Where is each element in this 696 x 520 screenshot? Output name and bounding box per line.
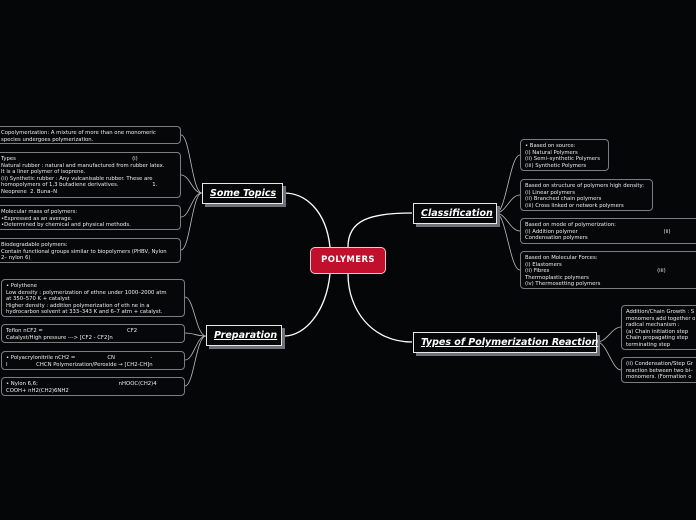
subtopic-text-line: Addition/Chain Growth : S bbox=[626, 309, 695, 315]
subtopic-text-line: (iv) Thermosetting polymers bbox=[525, 281, 601, 288]
subtopic-text-line: •Determined by chemical and physical methods. bbox=[1, 222, 131, 229]
subtopic-based-on-structure[interactable] bbox=[520, 179, 653, 211]
subtopic-molecular-mass[interactable] bbox=[0, 205, 181, 230]
subtopic-text-line: (iii) Cross linked or network polymers bbox=[525, 202, 624, 209]
subtopic-molecular-forces[interactable] bbox=[520, 251, 696, 289]
topic-some-topics[interactable]: Some Topics bbox=[202, 183, 283, 204]
subtopic-text-line: Chain propagating step bbox=[626, 335, 689, 342]
subtopic-text-line: (i) Natural Polymers bbox=[525, 149, 578, 156]
subtopic-text-line: at 350–570 K + catalyst bbox=[6, 296, 70, 303]
subtopic-text-line: (ii) Semi–synthetic Polymers bbox=[525, 156, 600, 163]
subtopic-condensation-step-growth[interactable] bbox=[621, 357, 696, 383]
subtopic-text-line: Low density : polymerization of ethne under 1000–2000 atm bbox=[6, 289, 167, 296]
subtopic-teflon[interactable] bbox=[1, 324, 185, 343]
subtopic-text-line: (i) Elastomers bbox=[525, 261, 562, 268]
subtopic-mode-of-polymerization[interactable] bbox=[520, 218, 696, 244]
subtopic-text-line: Condensation polymers bbox=[525, 235, 588, 242]
subtopic-text-line: (ii) Fibres (iii) bbox=[525, 268, 666, 275]
topic-preparation[interactable]: Preparation bbox=[206, 325, 282, 346]
topic-classification[interactable]: Classification bbox=[413, 203, 497, 224]
subtopic-text-line: terminating step bbox=[626, 341, 671, 348]
subtopic-polyacrylonitrile[interactable] bbox=[1, 351, 185, 370]
subtopic-text-line: • Based on source: bbox=[525, 143, 576, 149]
subtopic-text-line: Contain functional groups similar to biopolymers (PHBV, Nylon bbox=[1, 248, 167, 255]
subtopic-based-on-source[interactable] bbox=[520, 139, 609, 171]
subtopic-text-line: Biodegradable polymers: bbox=[1, 242, 68, 248]
subtopic-text-line: species undergoes polymerization. bbox=[1, 136, 94, 143]
subtopic-text-line: Teflon nCF2 = CF2 bbox=[6, 328, 138, 334]
subtopic-text-line: COOH+ nH2(CH2)6NH2 bbox=[6, 387, 69, 394]
subtopic-nylon[interactable] bbox=[1, 377, 185, 396]
subtopic-text-line: monomers. (Formation o bbox=[626, 374, 692, 381]
subtopic-addition-chain-growth[interactable] bbox=[621, 305, 696, 350]
subtopic-text-line: Based on mode of polymerization: bbox=[525, 222, 616, 228]
subtopic-text-line: Neoprene 2. Buna–N bbox=[1, 188, 58, 195]
subtopic-text-line: • Polyacrylonitrile nCH2 = CN - bbox=[6, 355, 153, 361]
subtopic-text-line: Natural rubber : natural and manufactured from rubber latex. bbox=[1, 162, 165, 169]
subtopic-text-line: Molecular mass of polymers: bbox=[1, 209, 78, 215]
subtopic-text-line: • Nylon 6,6; nHOOC(CH2)4 bbox=[6, 381, 157, 387]
subtopic-text-line: •Expressed as an average. bbox=[1, 215, 73, 222]
subtopic-text-line: (ii) Synthetic rubber : Any vulcanisable rubber. These are bbox=[1, 175, 153, 182]
subtopic-copolymerization[interactable] bbox=[0, 126, 181, 144]
subtopic-text-line: homopolymers of 1,3 butadiene derivatives. 1. bbox=[1, 182, 158, 189]
subtopic-text-line: 2– nylon 6) bbox=[1, 255, 31, 262]
central-topic-polymers[interactable]: POLYMERS bbox=[310, 247, 386, 274]
subtopic-text-line: Higher density : addition polymerization of eth ne in a bbox=[6, 302, 150, 309]
subtopic-text-line: Types (i) bbox=[1, 156, 138, 162]
subtopic-text-line: Based on Molecular Forces: bbox=[525, 255, 598, 261]
subtopic-text-line: It is a liner polymer of isoprene. bbox=[1, 169, 86, 176]
subtopic-biodegradable-polymers[interactable] bbox=[0, 238, 181, 263]
subtopic-text-line: monomers add together o bbox=[626, 315, 696, 322]
subtopic-text-line: (iii) Synthetic Polymers bbox=[525, 162, 587, 169]
subtopic-types-rubber[interactable] bbox=[0, 152, 181, 198]
subtopic-text-line: Thermoplastic polymers bbox=[525, 274, 589, 281]
subtopic-text-line: Catalyst/High pressure ---> [CF2 - CF2]n bbox=[6, 334, 113, 341]
subtopic-text-line: (ii) Branched chain polymers bbox=[525, 196, 602, 203]
subtopic-text-line: (a) Chain initiation step bbox=[626, 328, 689, 335]
subtopic-text-line: I CHCN Polymerization/Peroxide → [CH2-CH]n bbox=[6, 361, 153, 368]
subtopic-text-line: reaction between two bi– bbox=[626, 367, 693, 374]
topic-types-of-polymerization-reaction[interactable]: Types of Polymerization Reaction bbox=[413, 332, 597, 353]
subtopic-text-line: (i) Linear polymers bbox=[525, 189, 575, 196]
subtopic-text-line: Based on structure of polymers high density: bbox=[525, 183, 645, 189]
subtopic-text-line: hydrocarbon solvent at 333–343 K and 6–7 atm + catalyst. bbox=[6, 309, 163, 316]
subtopic-text-line: radical mechanism : bbox=[626, 322, 680, 329]
subtopic-text-line: • Polythene bbox=[6, 283, 37, 289]
subtopic-text-line: (i) Addition polymer (ii) bbox=[525, 228, 671, 235]
subtopic-polythene[interactable] bbox=[1, 279, 185, 317]
subtopic-text-line: Copolymerization: A mixture of more than one monomeric bbox=[1, 130, 156, 136]
subtopic-text-line: (ii) Condensation/Step Gr bbox=[626, 361, 693, 367]
